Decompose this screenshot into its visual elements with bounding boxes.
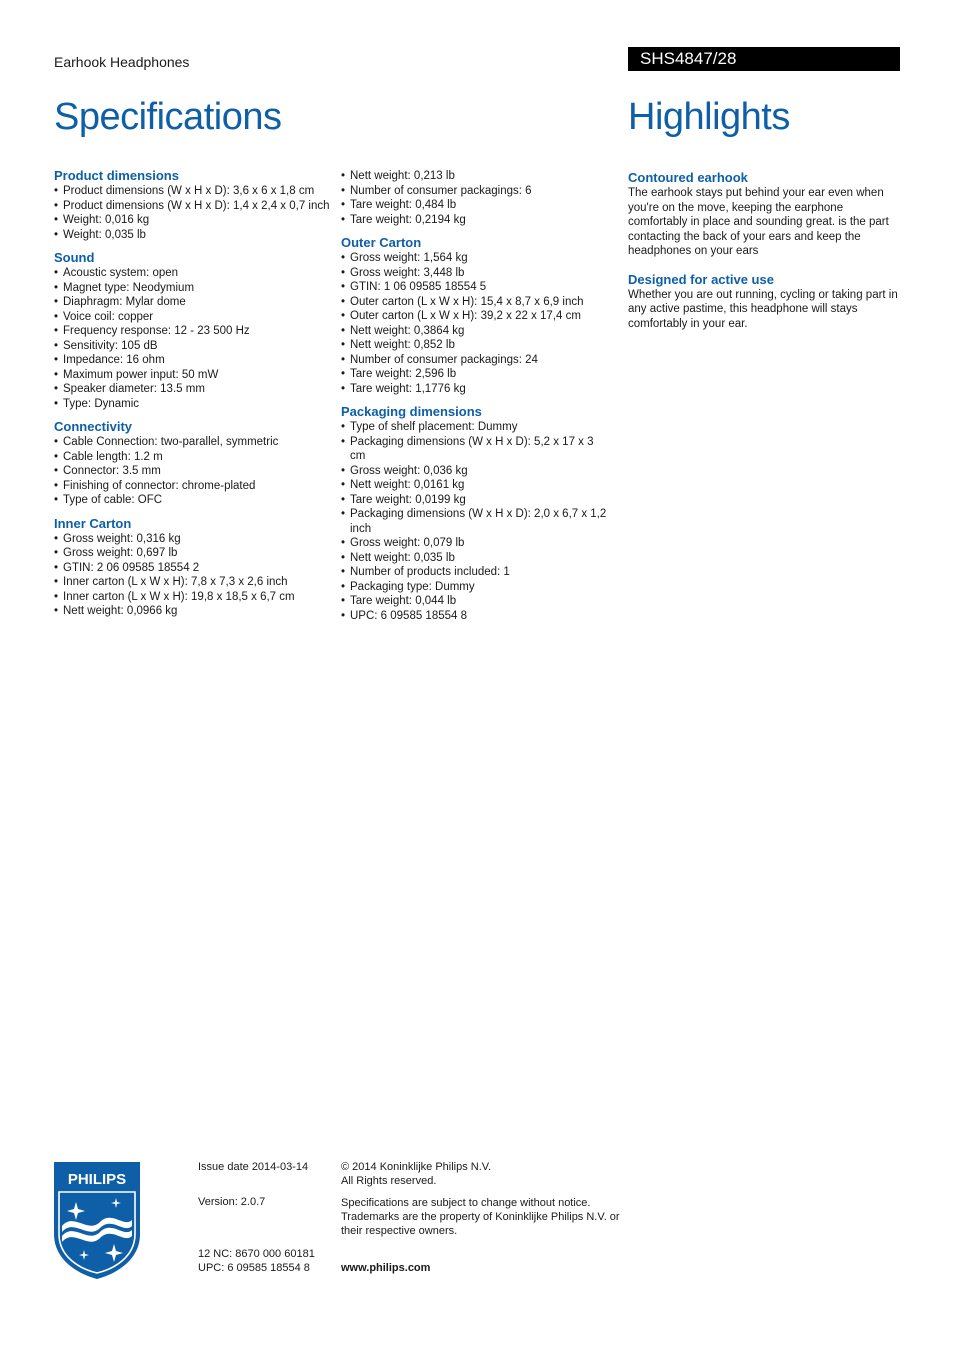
spec-item: • Number of consumer packagings: 6 [341, 184, 611, 199]
spec-list [54, 532, 334, 619]
spec-item: • Gross weight: 0,079 lb [341, 536, 611, 551]
spec-item: • Connector: 3.5 mm [54, 464, 334, 479]
disclaimer: Specifications are subject to change without notice. Trademarks are the property of Koninklijke Philips N.V. or their respective owners. [341, 1197, 620, 1237]
spec-list [341, 169, 611, 227]
highlight-contoured-earhook [628, 170, 900, 259]
spec-group-title: Inner Carton [54, 515, 132, 531]
highlights-column [628, 170, 900, 344]
spec-group-inner-carton [54, 516, 334, 619]
spec-item: • Inner carton (L x W x H): 7,8 x 7,3 x 2,6 inch [54, 575, 334, 590]
upc-code: UPC: 6 09585 18554 8 [198, 1262, 310, 1274]
spec-item: • Cable Connection: two-parallel, symmetric [54, 435, 334, 450]
highlight-title: Contoured earhook [628, 170, 748, 185]
spec-item: • Maximum power input: 50 mW [54, 368, 334, 383]
spec-group-title: Product dimensions [54, 168, 179, 183]
spec-item: • GTIN: 2 06 09585 18554 2 [54, 561, 334, 576]
spec-item: • Nett weight: 0,0966 kg [54, 604, 334, 619]
spec-item: • Inner carton (L x W x H): 19,8 x 18,5 x 6,7 cm [54, 590, 334, 605]
spec-item: • Nett weight: 0,213 lb [341, 169, 611, 184]
spec-item: • GTIN: 1 06 09585 18554 5 [341, 280, 611, 295]
spec-item: • Gross weight: 0,316 kg [54, 532, 334, 547]
highlight-designed-for-active-use [628, 272, 900, 332]
nc-code: 12 NC: 8670 000 60181 [198, 1248, 315, 1260]
model-number-bar: SHS4847/28 [628, 47, 900, 71]
spec-item: • Impedance: 16 ohm [54, 353, 334, 368]
spec-group-product-dimensions [54, 168, 334, 242]
spec-item: • Product dimensions (W x H x D): 3,6 x 6 x 1,8 cm [54, 184, 334, 199]
spec-item: • Tare weight: 0,484 lb [341, 198, 611, 213]
spec-item: • Gross weight: 0,697 lb [54, 546, 334, 561]
spec-item: • Number of products included: 1 [341, 565, 611, 580]
spec-item: • UPC: 6 09585 18554 8 [341, 609, 611, 624]
spec-item: • Weight: 0,016 kg [54, 213, 334, 228]
website-link[interactable]: www.philips.com [341, 1262, 431, 1274]
spec-list [54, 435, 334, 508]
philips-shield-logo [54, 1162, 140, 1279]
spec-item: • Tare weight: 0,044 lb [341, 594, 611, 609]
spec-column-2 [341, 169, 611, 631]
spec-item: • Frequency response: 12 - 23 500 Hz [54, 324, 334, 339]
spec-item: • Packaging type: Dummy [341, 580, 611, 595]
spec-item: • Finishing of connector: chrome-plated [54, 479, 334, 494]
spec-item: • Number of consumer packagings: 24 [341, 353, 611, 368]
spec-item: • Magnet type: Neodymium [54, 281, 334, 296]
spec-item: • Outer carton (L x W x H): 15,4 x 8,7 x 6,9 inch [341, 295, 611, 310]
logo-wordmark: PHILIPS [67, 1171, 127, 1188]
spec-list [341, 251, 611, 396]
spec-item: • Packaging dimensions (W x H x D): 5,2 x 17 x 3 cm [341, 435, 611, 464]
highlight-text: Whether you are out running, cycling or taking part in any active pastime, this headphone will stays comfortably in your ear. [628, 288, 898, 330]
spec-group-outer-carton [341, 235, 611, 396]
spec-item: • Cable length: 1.2 m [54, 450, 334, 465]
spec-item: • Nett weight: 0,035 lb [341, 551, 611, 566]
spec-group-connectivity [54, 419, 334, 508]
spec-item: • Tare weight: 2,596 lb [341, 367, 611, 382]
spec-column-1 [54, 168, 334, 627]
specifications-title: Specifications [54, 96, 282, 138]
spec-group-title: Connectivity [54, 419, 133, 434]
highlight-title: Designed for active use [628, 271, 774, 287]
highlights-title: Highlights [628, 96, 790, 138]
copyright: © 2014 Koninklijke Philips N.V. [341, 1161, 492, 1173]
spec-list [54, 184, 334, 242]
spec-item: • Type of cable: OFC [54, 493, 334, 508]
spec-item: • Type of shelf placement: Dummy [341, 420, 611, 435]
spec-item: • Speaker diameter: 13.5 mm [54, 382, 334, 397]
spec-item: • Tare weight: 1,1776 kg [341, 382, 611, 397]
spec-item: • Nett weight: 0,3864 kg [341, 324, 611, 339]
spec-item: • Tare weight: 0,2194 kg [341, 213, 611, 228]
spec-item: • Nett weight: 0,852 lb [341, 338, 611, 353]
spec-item: • Acoustic system: open [54, 266, 334, 281]
spec-group-packaging-dimensions [341, 404, 611, 623]
product-name: Earhook Headphones [54, 54, 190, 70]
spec-item: • Packaging dimensions (W x H x D): 2,0 x 6,7 x 1,2 inch [341, 507, 611, 536]
spec-item: • Voice coil: copper [54, 310, 334, 325]
spec-group-sound [54, 250, 334, 411]
highlight-text: The earhook stays put behind your ear even when you're on the move, keeping the earphone comfortably in place and sounding great. is the part contacting the back of your ears and keep the headphones on your ears [628, 187, 889, 257]
spec-item: • Tare weight: 0,0199 kg [341, 493, 611, 508]
spec-item: • Gross weight: 1,564 kg [341, 251, 611, 266]
spec-item: • Sensitivity: 105 dB [54, 339, 334, 354]
spec-group-title: Packaging dimensions [341, 404, 482, 419]
spec-item: • Product dimensions (W x H x D): 1,4 x 2,4 x 0,7 inch [54, 199, 334, 214]
spec-item: • Gross weight: 0,036 kg [341, 464, 611, 479]
spec-item: • Weight: 0,035 lb [54, 228, 334, 243]
spec-group-title: Sound [54, 250, 95, 265]
spec-item: • Outer carton (L x W x H): 39,2 x 22 x 17,4 cm [341, 309, 611, 324]
spec-list [54, 266, 334, 411]
rights: All Rights reserved. [341, 1175, 437, 1187]
spec-item: • Nett weight: 0,0161 kg [341, 478, 611, 493]
spec-group-title: Outer Carton [341, 235, 422, 250]
spec-item: • Gross weight: 3,448 lb [341, 266, 611, 281]
copyright-block [341, 1160, 621, 1188]
spec-group-inner-carton-continued [341, 169, 611, 227]
spec-item: • Type: Dynamic [54, 397, 334, 412]
codes-block [198, 1247, 315, 1275]
version: Version: 2.0.7 [198, 1196, 266, 1208]
spec-list [341, 420, 611, 623]
issue-date: Issue date 2014-03-14 [198, 1161, 309, 1173]
spec-item: • Diaphragm: Mylar dome [54, 295, 334, 310]
